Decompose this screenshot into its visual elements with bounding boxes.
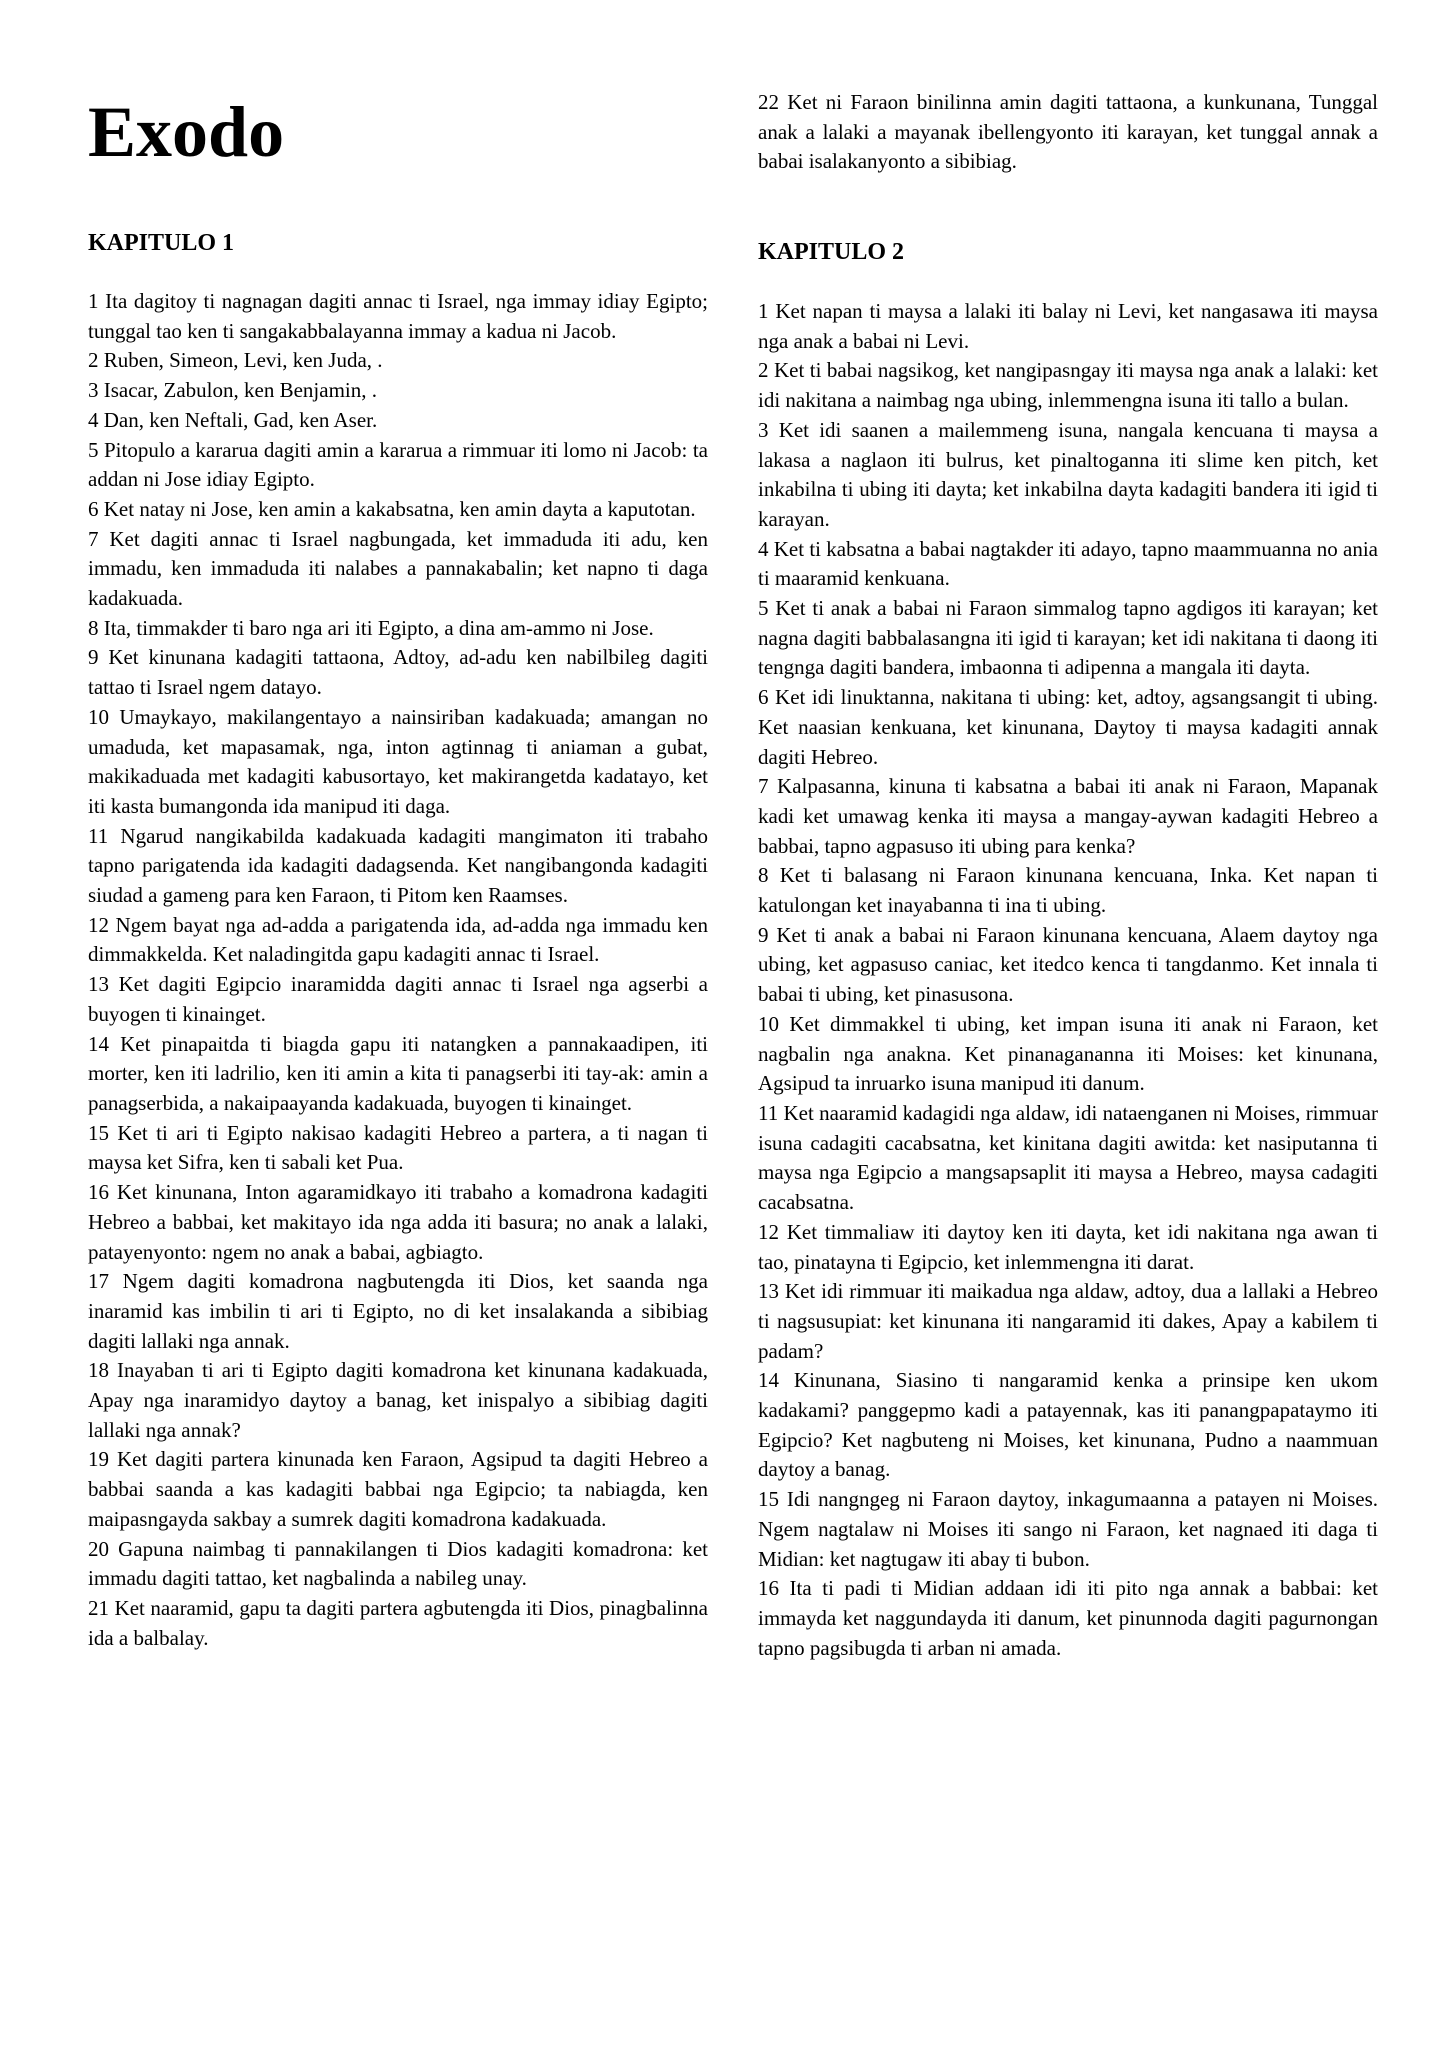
chapter-2-heading: KAPITULO 2 — [758, 239, 905, 265]
verse-2-9: 9 Ket ti anak a babai ni Faraon kinunana kencuana, Alaem daytoy nga ubing, ket agpasuso caniac, ket itedco kenca ti tangdanmo. Ket innala ti babai ti ubing, ket pinasusona. — [758, 922, 1378, 1007]
verse-2-6: 6 Ket idi linuktanna, nakitana ti ubing: ket, adtoy, agsangsangit ti ubing. Ket naasian kenkuana, ket kinunana, Daytoy ti maysa kadagiti annak dagiti Hebreo. — [758, 685, 1378, 769]
verse-1-19: 19 Ket dagiti partera kinunada ken Faraon, Agsipud ta dagiti Hebreo a babbai saanda a kas kadagiti babbai nga Egipcio; ta nabiagda, ken maipasngayda sakbay a sumrek dagiti komadrona kadakuada. — [88, 1447, 708, 1531]
verse-1-14: 14 Ket pinapaitda ti biagda gapu iti natangken a pannakaadipen, iti morter, ken iti ladrilio, ken iti amin a kita ti panagserbi iti tay-ak: amin a panagserbida, a nakaipaayanda kadakuada, buyogen ti kinainget. — [88, 1031, 708, 1115]
verse-1-21: 21 Ket naaramid, gapu ta dagiti partera agbutengda iti Dios, pinagbalinna ida a balbalay. — [88, 1595, 708, 1650]
verse-1-17: 17 Ngem dagiti komadrona nagbutengda iti Dios, ket saanda nga inaramid kas imbilin ti ari ti Egipto, no di ket insalakanda a sibibiag dagiti lallaki nga annak. — [88, 1269, 708, 1353]
verse-2-15: 15 Idi nangngeg ni Faraon daytoy, inkagumaanna a patayen ni Moises. Ngem nagtalaw ni Moises iti sango ni Faraon, ket nagnaed iti daga ti Midian: ket nagtugaw iti abay ti bubon. — [758, 1487, 1378, 1571]
verse-1-11: 11 Ngarud nangikabilda kadakuada kadagiti mangimaton iti trabaho tapno parigatenda ida kadagiti dadagsenda. Ket nangibangonda kadagiti siudad a gameng para ken Faraon, ti Pitom ken Raamses. — [88, 823, 708, 908]
verse-1-6: 6 Ket natay ni Jose, ken amin a kakabsatna, ken amin dayta a kaputotan. — [88, 496, 696, 521]
verse-2-1: 1 Ket napan ti maysa a lalaki iti balay ni Levi, ket nangasawa iti maysa nga anak a babai ni Levi. — [758, 299, 1378, 353]
verse-1-18: 18 Inayaban ti ari ti Egipto dagiti komadrona ket kinunana kadakuada, Apay nga inaramidyo daytoy a banag, ket inispalyo a sibibiag dagiti lallaki nga annak? — [88, 1358, 708, 1442]
verse-2-8: 8 Ket ti balasang ni Faraon kinunana kencuana, Inka. Ket napan ti katulongan ket inayabanna ti ina ti ubing. — [758, 863, 1378, 918]
verse-1-10: 10 Umaykayo, makilangentayo a nainsiriban kadakuada; amangan no umaduda, ket mapasamak, nga, inton agtinnag ti aniaman a gubat, makikaduada met kadagiti kabusortayo, ket makirangetda kadatayo, ket iti kasta bumangonda ida manipud iti daga. — [88, 704, 708, 818]
verse-2-10: 10 Ket dimmakkel ti ubing, ket impan isuna iti anak ni Faraon, ket nagbalin nga anakna. Ket pinanagananna iti Moises: ket kinunana, Agsipud ta inruarko isuna manipud iti danum. — [758, 1011, 1378, 1096]
verse-2-7: 7 Kalpasanna, kinuna ti kabsatna a babai iti anak ni Faraon, Mapanak kadi ket umawag kenka iti maysa a mangay-aywan kadagiti Hebreo a babbai, tapno agpasuso iti ubing para kenka? — [758, 774, 1378, 858]
verse-1-1: 1 Ita dagitoy ti nagnagan dagiti annac ti Israel, nga immay idiay Egipto; tunggal tao ken ti sangakabbalayanna immay a kadua ni Jacob. — [88, 289, 708, 343]
chapter-2-verses — [758, 297, 1378, 1663]
verse-2-11: 11 Ket naaramid kadagidi nga aldaw, idi nataenganen ni Moises, rimmuar isuna cadagiti cacabsatna, ket kinitana dagiti awitda: ket nasiputanna ti maysa nga Egipcio a mangsapsaplit iti maysa a Hebreo, maysa cadagiti cacabsatna. — [758, 1100, 1378, 1215]
chapter-1-heading: KAPITULO 1 — [88, 230, 235, 256]
verse-1-4: 4 Dan, ken Neftali, Gad, ken Aser. — [88, 407, 378, 432]
book-title: Exodo — [88, 92, 285, 172]
verse-1-9: 9 Ket kinunana kadagiti tattaona, Adtoy, ad-adu ken nabilbileg dagiti tattao ti Israel ngem datayo. — [88, 645, 708, 700]
verse-1-15: 15 Ket ti ari ti Egipto nakisao kadagiti Hebreo a partera, a ti nagan ti maysa ket Sifra, ken ti sabali ket Pua. — [88, 1120, 708, 1175]
verse-2-3: 3 Ket idi saanen a mailemmeng isuna, nangala kencuana ti maysa a lakasa a naglaon iti bulrus, ket pinaltoganna iti slime ken pitch, ket inkabilna ti ubing iti dayta; ket inkabilna dayta kadagiti bandera iti igid ti karayan. — [758, 417, 1378, 531]
verse-2-12: 12 Ket timmaliaw iti daytoy ken iti dayta, ket idi nakitana nga awan ti tao, pinatayna ti Egipcio, ket inlemmengna iti darat. — [758, 1219, 1378, 1274]
verse-2-13: 13 Ket idi rimmuar iti maikadua nga aldaw, adtoy, dua a lallaki a Hebreo ti nagsusupiat: ket kinunana iti nangaramid iti dakes, Apay a kabilem ti padam? — [758, 1279, 1378, 1363]
verse-2-5: 5 Ket ti anak a babai ni Faraon simmalog tapno agdigos iti karayan; ket nagna dagiti babbalasangna iti igid ti karayan; ket idi nakitana ti daong iti tengnga dagiti bandera, imbaonna ti adipenna a mangala iti dayta. — [758, 596, 1378, 680]
verse-1-13: 13 Ket dagiti Egipcio inaramidda dagiti annac ti Israel nga agserbi a buyogen ti kinainget. — [88, 972, 708, 1026]
chapter-1-verses-continued — [758, 88, 1378, 177]
verse-1-16: 16 Ket kinunana, Inton agaramidkayo iti trabaho a komadrona kadagiti Hebreo a babbai, ket makitayo ida nga adda iti basura; no anak a lalaki, patayenyonto: ngem no anak a babai, agbiagto. — [88, 1180, 708, 1264]
verse-2-4: 4 Ket ti kabsatna a babai nagtakder iti adayo, tapno maammuanna no ania ti maaramid kenkuana. — [758, 536, 1378, 591]
verse-2-2: 2 Ket ti babai nagsikog, ket nangipasngay iti maysa nga anak a lalaki: ket idi nakitana a naimbag nga ubing, inlemmengna isuna iti tallo a bulan. — [758, 358, 1378, 413]
verse-1-8: 8 Ita, timmakder ti baro nga ari iti Egipto, a dina am-ammo ni Jose. — [88, 615, 654, 640]
verse-1-3: 3 Isacar, Zabulon, ken Benjamin, . — [88, 378, 377, 403]
verse-1-2: 2 Ruben, Simeon, Levi, ken Juda, . — [88, 348, 383, 373]
verse-1-20: 20 Gapuna naimbag ti pannakilangen ti Dios kadagiti komadrona: ket immadu dagiti tattao, ket nagbalinda a nabileg unay. — [88, 1536, 708, 1591]
verse-1-5: 5 Pitopulo a kararua dagiti amin a kararua a rimmuar iti lomo ni Jacob: ta addan ni Jose idiay Egipto. — [88, 437, 708, 492]
verse-1-22: 22 Ket ni Faraon binilinna amin dagiti tattaona, a kunkunana, Tunggal anak a lalaki a mayanak ibellengyonto iti karayan, ket tunggal annak a babai isalakanyonto a sibibiag. — [758, 90, 1378, 174]
verse-2-14: 14 Kinunana, Siasino ti nangaramid kenka a prinsipe ken ukom kadakami? panggepmo kadi a patayennak, kas iti panangpapataymo iti Egipcio? Ket nagbuteng ni Moises, ket kinunana, Pudno a naammuan daytoy a banag. — [758, 1368, 1378, 1482]
verse-2-16: 16 Ita ti padi ti Midian addaan idi iti pito nga annak a babbai: ket immayda ket naggundayda iti danum, ket pinunnoda dagiti pagurnongan tapno pagsibugda ti arban ni amada. — [758, 1576, 1378, 1660]
chapter-1-verses — [88, 287, 708, 1653]
verse-1-12: 12 Ngem bayat nga ad-adda a parigatenda ida, ad-adda nga immadu ken dimmakkelda. Ket naladingitda gapu kadagiti annac ti Israel. — [88, 912, 708, 967]
verse-1-7: 7 Ket dagiti annac ti Israel nagbungada, ket immaduda iti adu, ken immadu, ken immaduda iti nalabes a pannakabalin; ket napno ti daga kadakuada. — [88, 526, 708, 611]
